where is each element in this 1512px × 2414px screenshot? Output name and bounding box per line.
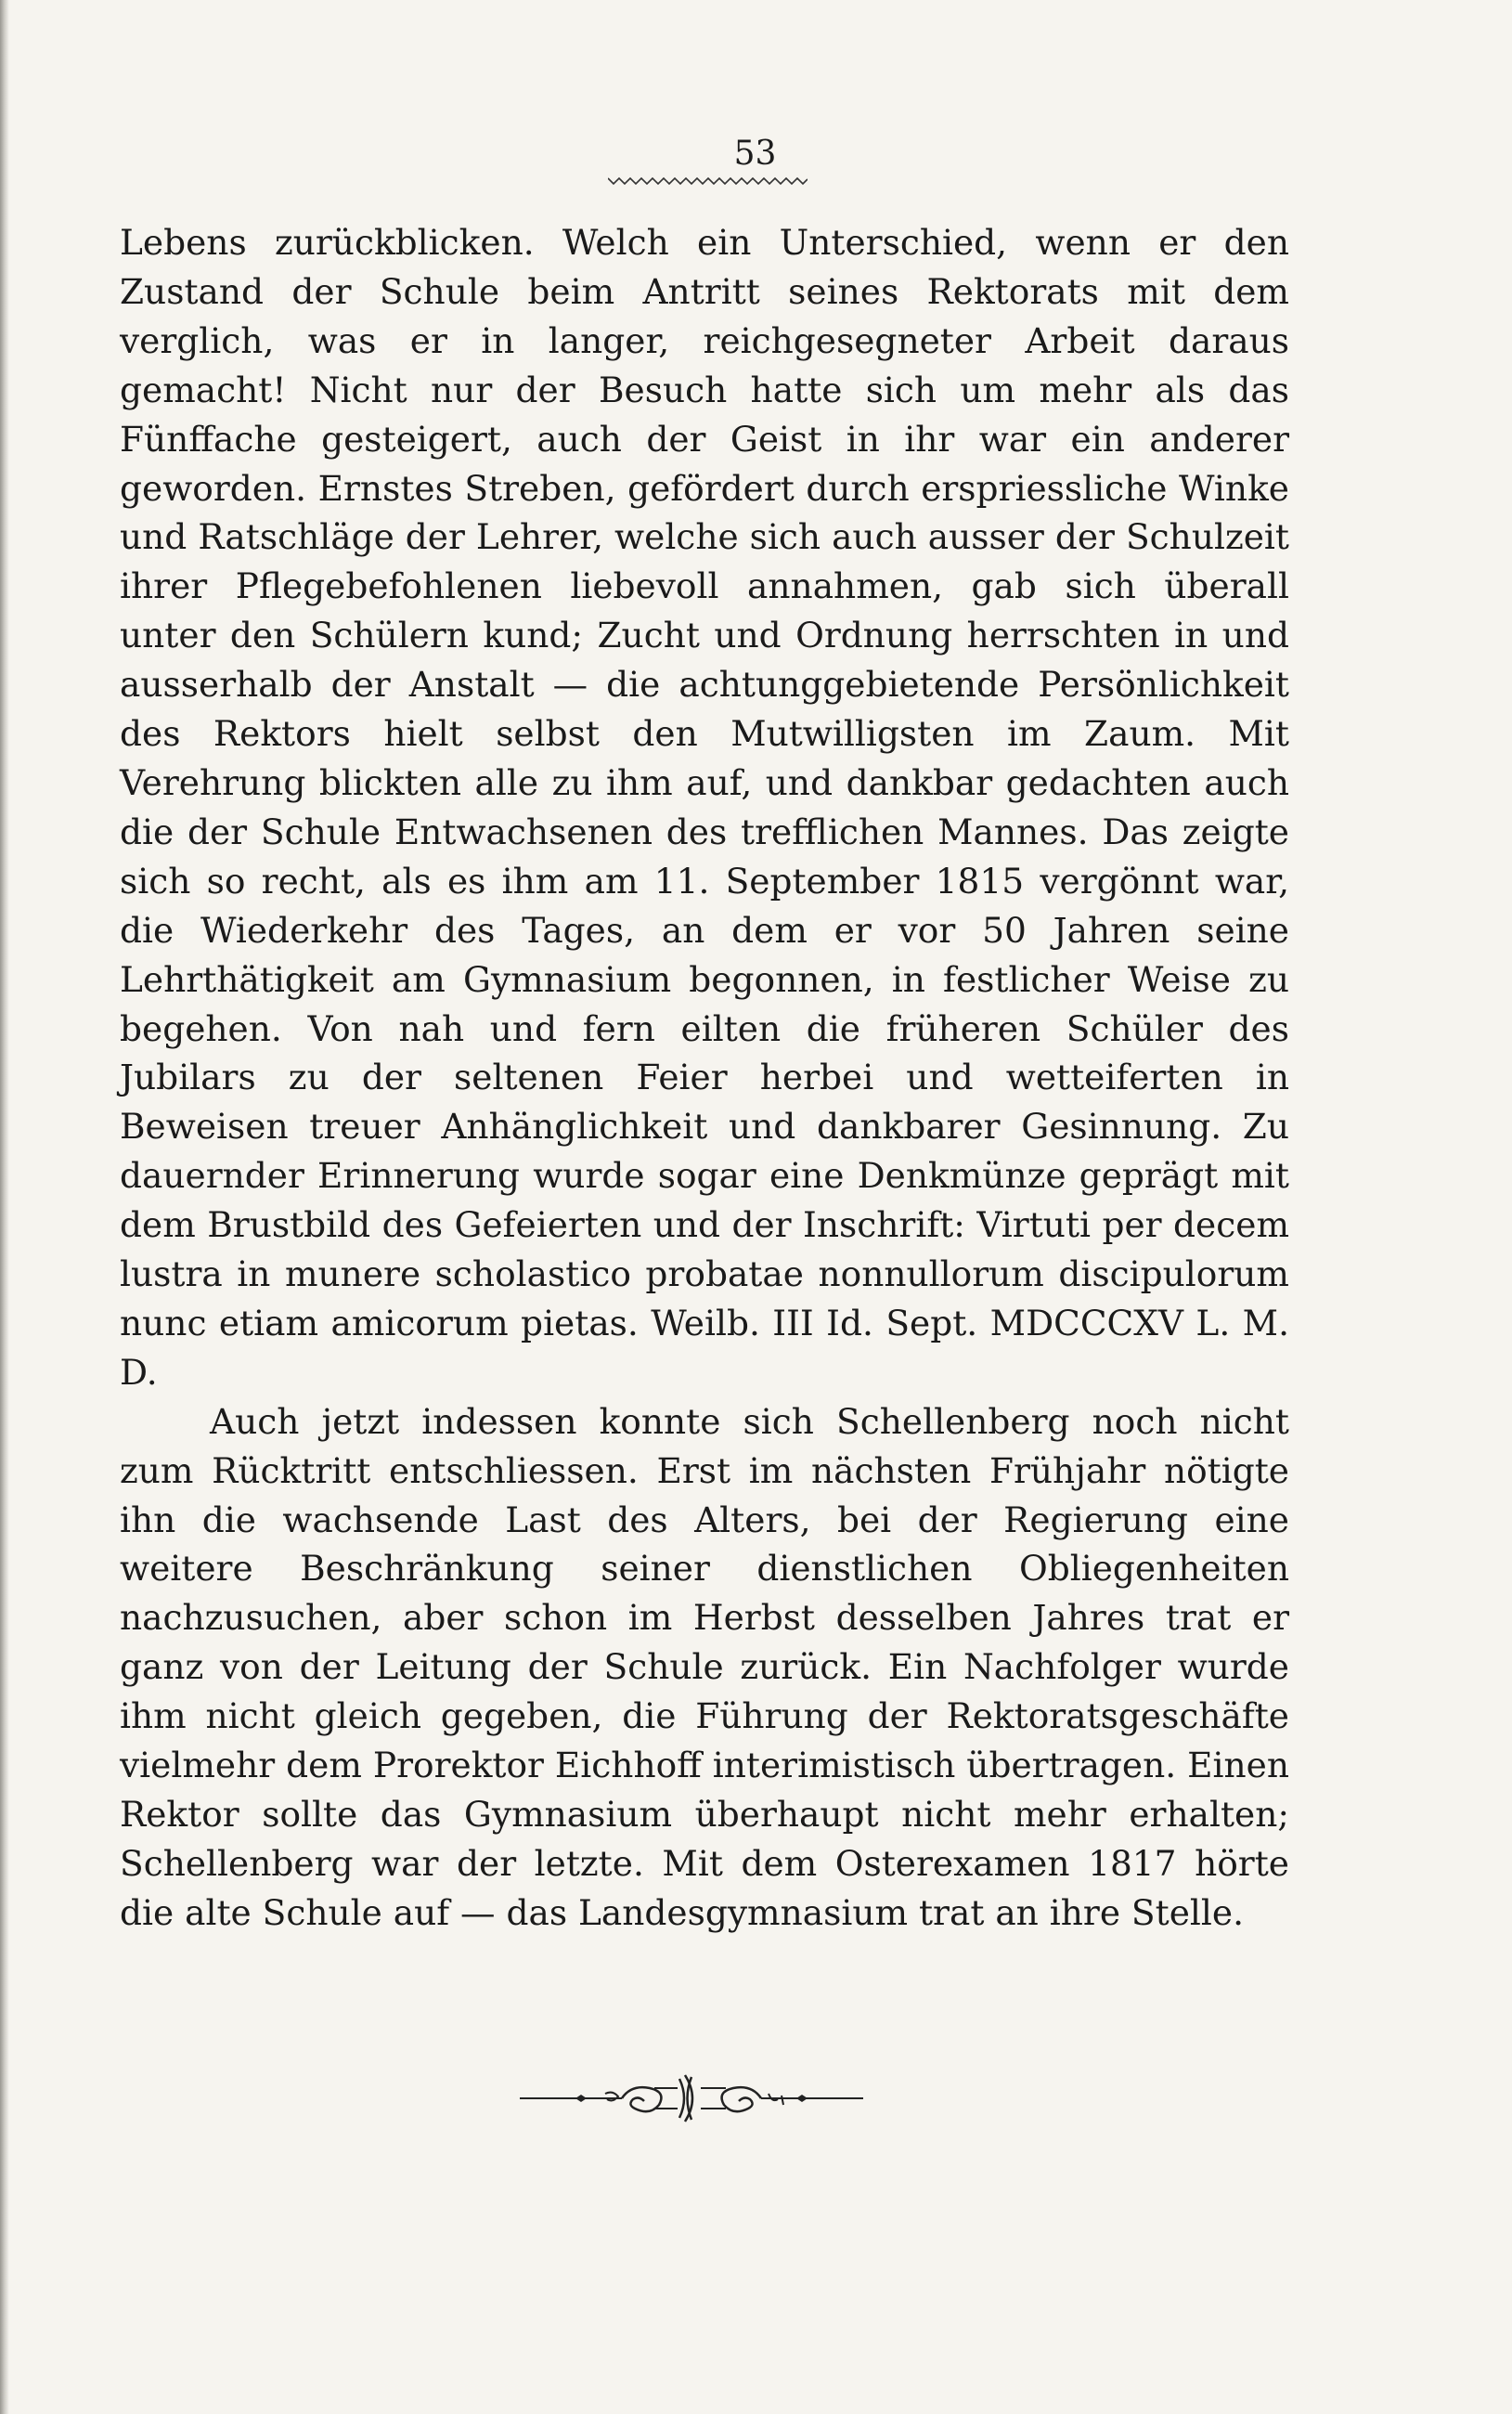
paragraph-1: Lebens zurückblicken. Welch ein Unterschied, wenn er den Zustand der Schule beim Antritt seines Rektorats mit dem verglich, was er in langer, reichgesegneter Arbeit daraus gemacht! Nicht nur der Besuch hatte sich um mehr als das Fünffache gesteigert, auch der Geist in ihr war ein anderer geworden. Ernstes Streben, gefördert durch erspriessliche Winke und Ratschläge der Lehrer, welche sich auch ausser der Schulzeit ihrer Pflegebefohlenen liebevoll annahmen, gab sich überall unter den Schülern kund; Zucht und Ordnung herrschten in und ausserhalb der Anstalt — die achtunggebietende Persönlichkeit des Rektors hielt selbst den Mutwilligsten im Zaum. Mit Verehrung blickten alle zu ihm auf, und dankbar gedachten auch die der Schule Entwachsenen des trefflichen Mannes. Das zeigte sich so recht, als es ihm am 11. September 1815 vergönnt war, die Wiederkehr des Tages, an dem er vor 50 Jahren seine Lehrthätigkeit am Gymnasium begonnen, in festlicher Weise zu begehen. Von nah und fern eilten die früheren Schüler des Jubilars zu der seltenen Feier herbei und wetteiferten in Beweisen treuer Anhänglichkeit und dankbarer Gesinnung. Zu dauernder Erinnerung wurde sogar eine Denkmünze geprägt mit dem Brustbild des Gefeierten und der Inschrift: Virtuti per decem lustra in munere scholastico probatae nonnullorum discipulorum nunc etiam amicorum pietas. Weilb. III Id. Sept. MDCCCXV L. M. D. xyxy=(120,222,1289,1393)
page-gutter-shadow xyxy=(0,0,9,2414)
paragraph-2: Auch jetzt indessen konnte sich Schellenberg noch nicht zum Rücktritt entschliessen. Erst im nächsten Frühjahr nötigte ihn die wachsende Last des Alters, bei der Regierung eine weitere Beschränkung seiner dienstlichen Obliegenheiten nachzusuchen, aber schon im Herbst desselben Jahres trat er ganz von der Leitung der Schule zurück. Ein Nachfolger wurde ihm nicht gleich gegeben, die Führung der Rektoratsgeschäfte vielmehr dem Prorektor Eichhoff interimistisch übertragen. Einen Rektor sollte das Gymnasium überhaupt nicht mehr erhalten; Schellenberg war der letzte. Mit dem Osterexamen 1817 hörte die alte Schule auf — das Landesgymnasium trat an ihre Stelle. xyxy=(120,1400,1289,1933)
wavy-rule-ornament xyxy=(608,175,808,188)
page-header xyxy=(0,135,1512,173)
body-text xyxy=(120,218,1289,1938)
page-number: 53 xyxy=(733,135,777,173)
end-vignette-ornament xyxy=(520,2066,863,2131)
